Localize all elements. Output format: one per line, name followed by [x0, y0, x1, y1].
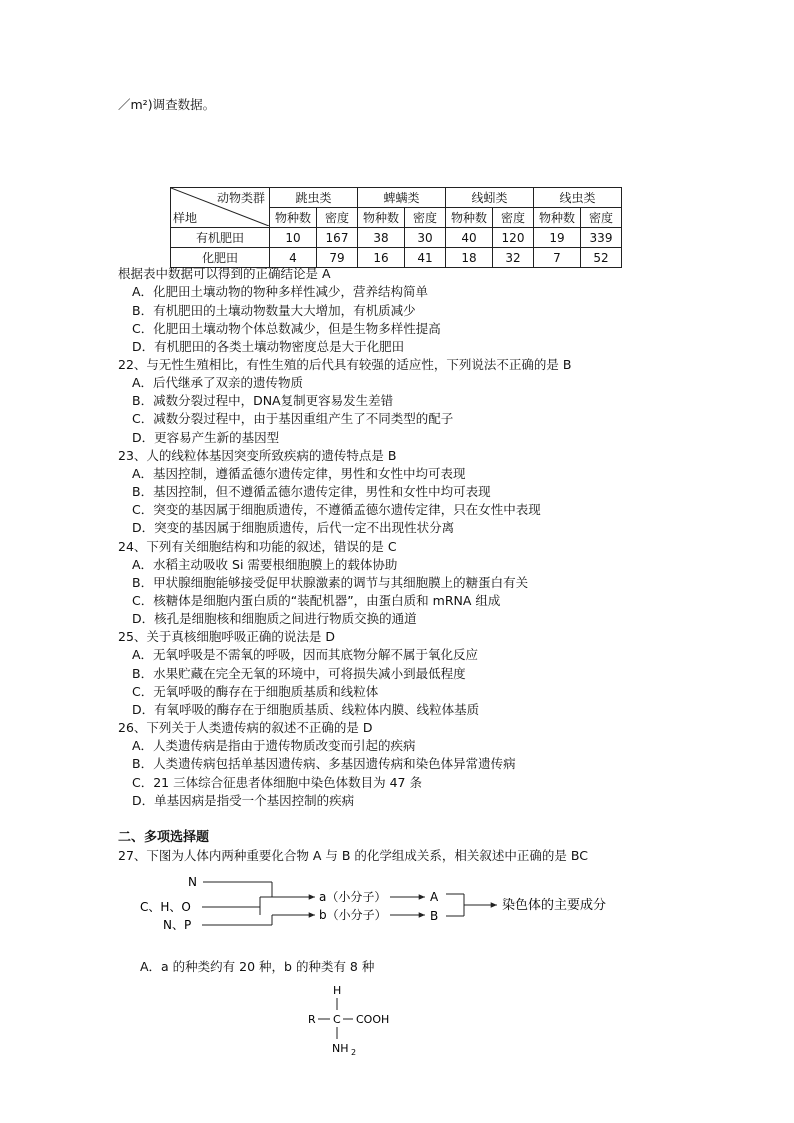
answer-option: A．a 的种类约有 20 种，b 的种类有 8 种	[140, 959, 375, 974]
n-label: N	[188, 875, 197, 889]
answer-option: D．核孔是细胞核和细胞质之间进行物质交换的通道	[132, 611, 417, 626]
answer-option: B．减数分裂过程中，DNA复制更容易发生差错	[132, 393, 394, 408]
table-cell: 52	[581, 248, 622, 268]
survey-table	[170, 187, 622, 268]
formula-nh: NH	[332, 1042, 349, 1055]
np-label: N、P	[163, 918, 192, 932]
answer-option: A．人类遗传病是指由于遗传物质改变而引起的疾病	[132, 738, 416, 753]
answer-option: A．无氧呼吸是不需氧的呼吸，因而其底物分解不属于氧化反应	[132, 647, 479, 662]
table-cell: 18	[446, 248, 493, 268]
group-header: 线虫类	[534, 188, 622, 208]
answer-option: A．后代继承了双亲的遗传物质	[132, 375, 304, 390]
question-stem: 26、下列关于人类遗传病的叙述不正确的是 D	[118, 720, 373, 735]
section-title: 二、多项选择题	[118, 830, 210, 845]
cho-label: C、H、O	[140, 900, 191, 914]
group-header: 线蚓类	[446, 188, 534, 208]
sub-header: 物种数	[270, 208, 317, 228]
B-label: B	[430, 909, 439, 923]
question-stem: 27、下图为人体内两种重要化合物 A 与 B 的化学组成关系，相关叙述中正确的是 BC	[118, 848, 588, 863]
sub-header: 密度	[493, 208, 534, 228]
table-cell: 30	[405, 228, 446, 248]
question-stem: 22、与无性生殖相比，有性生殖的后代具有较强的适应性，下列说法不正确的是 B	[118, 357, 572, 372]
answer-option: D．单基因病是指受一个基因控制的疾病	[132, 793, 355, 808]
formula-r: R	[308, 1013, 316, 1026]
question-stem: 根据表中数据可以得到的正确结论是 A	[118, 266, 331, 281]
sub-header: 物种数	[446, 208, 493, 228]
answer-option: B．人类遗传病包括单基因遗传病、多基因遗传病和染色体异常遗传病	[132, 756, 516, 771]
answer-option: A．基因控制，遵循孟德尔遗传定律，男性和女性中均可表现	[132, 466, 466, 481]
question-stem: 25、关于真核细胞呼吸正确的说法是 D	[118, 629, 336, 644]
table-cell: 10	[270, 228, 317, 248]
sub-header: 密度	[317, 208, 358, 228]
sub-header: 密度	[405, 208, 446, 228]
sub-header: 密度	[581, 208, 622, 228]
answer-option: B．基因控制，但不遵循孟德尔遗传定律，男性和女性中均可表现	[132, 484, 491, 499]
formula-nh-subscript: 2	[351, 1048, 357, 1057]
formula-h: H	[333, 984, 342, 997]
table-cell: 7	[534, 248, 581, 268]
group-header: 跳虫类	[270, 188, 358, 208]
table-cell: 40	[446, 228, 493, 248]
answer-option: C．减数分裂过程中，由于基因重组产生了不同类型的配子	[132, 411, 454, 426]
sub-header: 物种数	[358, 208, 405, 228]
table-corner-cell	[171, 188, 270, 228]
table-cell: 32	[493, 248, 534, 268]
table-cell: 79	[317, 248, 358, 268]
formula-c: C	[333, 1013, 341, 1026]
row-label: 有机肥田	[171, 228, 270, 248]
formula-cooh: COOH	[356, 1013, 390, 1026]
answer-option: B．甲状腺细胞能够接受促甲状腺激素的调节与其细胞膜上的糖蛋白有关	[132, 575, 529, 590]
table-cell: 120	[493, 228, 534, 248]
corner-bottom-label: 样地	[173, 211, 198, 225]
answer-option: D．突变的基因属于细胞质遗传，后代一定不出现性状分离	[132, 520, 455, 535]
answer-option: A．水稻主动吸收 Si 需要根细胞膜上的载体协助	[132, 557, 398, 572]
table-cell: 16	[358, 248, 405, 268]
sub-header: 物种数	[534, 208, 581, 228]
answer-option: C．21 三体综合征患者体细胞中染色体数目为 47 条	[132, 775, 422, 790]
table-cell: 167	[317, 228, 358, 248]
group-header: 蜱螨类	[358, 188, 446, 208]
amino-acid-formula	[300, 980, 410, 1060]
answer-option: C．无氧呼吸的酶存在于细胞质基质和线粒体	[132, 684, 379, 699]
row-label: 化肥田	[171, 248, 270, 268]
answer-option: B．有机肥田的土壤动物数量大大增加，有机质减少	[132, 303, 416, 318]
answer-option: D．有机肥田的各类土壤动物密度总是大于化肥田	[132, 339, 405, 354]
answer-option: D．更容易产生新的基因型	[132, 430, 280, 445]
b-small-label: b（小分子）	[319, 908, 387, 922]
answer-option: C．突变的基因属于细胞质遗传，不遵循孟德尔遗传定律，只在女性中表现	[132, 502, 541, 517]
answer-option: A．化肥田土壤动物的物种多样性减少，营养结构简单	[132, 284, 429, 299]
a-small-label: a（小分子）	[319, 890, 387, 904]
table-cell: 19	[534, 228, 581, 248]
answer-option: C．核糖体是细胞内蛋白质的“装配机器”，由蛋白质和 mRNA 组成	[132, 593, 501, 608]
table-cell: 4	[270, 248, 317, 268]
table-cell: 339	[581, 228, 622, 248]
question-stem: 23、人的线粒体基因突变所致疾病的遗传特点是 B	[118, 448, 397, 463]
composition-diagram	[130, 870, 630, 936]
table-row	[171, 228, 622, 248]
answer-option: D．有氧呼吸的酶存在于细胞质基质、线粒体内膜、线粒体基质	[132, 702, 480, 717]
A-label: A	[430, 890, 439, 904]
question-stem: 24、下列有关细胞结构和功能的叙述，错误的是 C	[118, 539, 397, 554]
top-line: ／m²)调查数据。	[118, 97, 216, 112]
table-cell: 38	[358, 228, 405, 248]
answer-option: C．化肥田土壤动物个体总数减少，但是生物多样性提高	[132, 321, 441, 336]
result-label: 染色体的主要成分	[502, 898, 607, 913]
answer-option: B．水果贮藏在完全无氧的环境中，可将损失减小到最低程度	[132, 666, 466, 681]
corner-top-label: 动物类群	[216, 191, 265, 205]
table-cell: 41	[405, 248, 446, 268]
